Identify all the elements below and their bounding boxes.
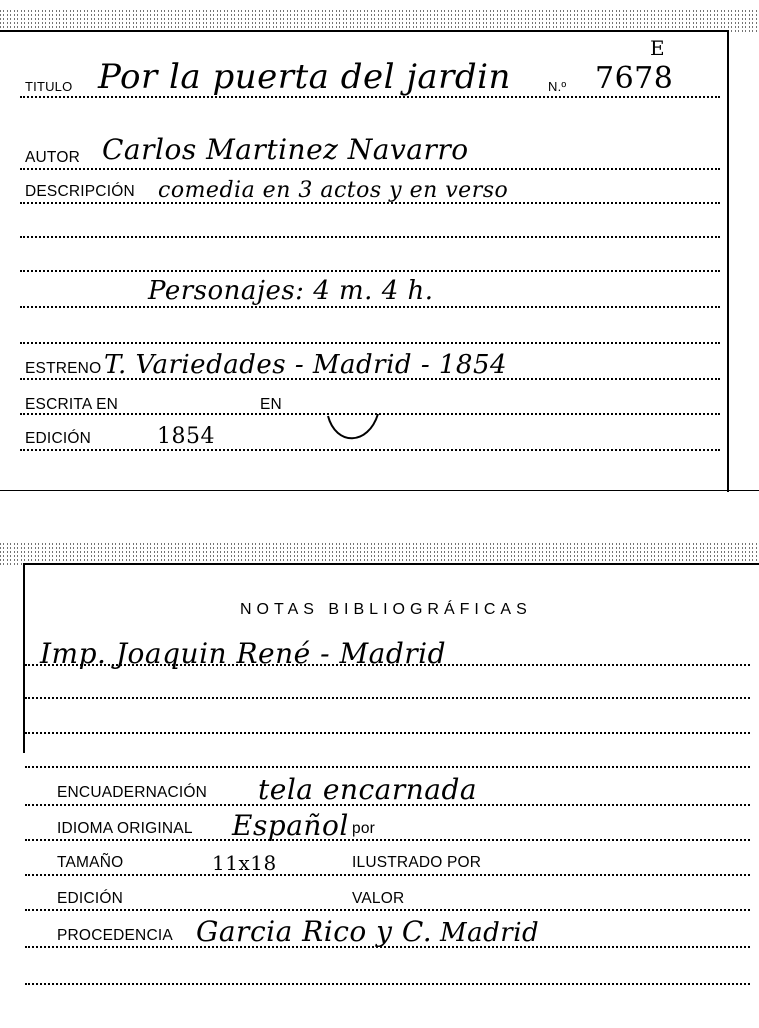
dotted-line	[25, 839, 750, 841]
dotted-line	[25, 804, 750, 806]
encuadernacion-label: ENCUADERNACIÓN	[57, 784, 208, 801]
idioma-value: Español	[232, 809, 349, 842]
tamano-value: 11x18	[212, 851, 277, 875]
punch-notch-icon	[320, 404, 390, 446]
dotted-line	[20, 202, 720, 204]
ilustrado-label: ILUSTRADO POR	[352, 854, 482, 871]
estreno-label: ESTRENO	[25, 360, 102, 377]
dotted-line	[20, 96, 720, 98]
dotted-line	[25, 946, 750, 948]
autor-value: Carlos Martinez Navarro	[102, 133, 469, 166]
edicion-label: EDICIÓN	[25, 430, 91, 447]
estreno-value: T. Variedades - Madrid - 1854	[104, 350, 508, 380]
titulo-label: TITULO	[25, 79, 73, 94]
numero-value: 7678	[595, 61, 674, 96]
idioma-label: IDIOMA ORIGINAL	[57, 820, 193, 837]
dotted-line	[20, 449, 720, 451]
dotted-line	[20, 270, 720, 272]
dotted-line	[20, 342, 720, 344]
dotted-line	[25, 909, 750, 911]
dotted-line	[25, 874, 750, 876]
card-top-border	[0, 30, 728, 32]
card-bottom-edge	[0, 490, 759, 491]
procedencia-value: Garcia Rico y C.	[196, 915, 433, 948]
card-right-border	[727, 30, 729, 492]
escrita-label: ESCRITA EN	[25, 396, 119, 413]
numero-suffix: E	[650, 36, 666, 60]
dotted-line	[20, 306, 720, 308]
card2-left-border	[23, 563, 25, 753]
encuadernacion-value: tela encarnada	[258, 773, 478, 806]
dotted-line	[20, 378, 720, 380]
autor-label: AUTOR	[25, 149, 80, 166]
dotted-line	[25, 732, 750, 734]
titulo-value: Por la puerta del jardin	[98, 57, 511, 97]
dotted-line	[20, 236, 720, 238]
card2-top-border	[24, 563, 759, 565]
numero-label: N.º	[548, 79, 567, 94]
personajes-value: Personajes: 4 m. 4 h.	[148, 276, 434, 306]
tamano-label: TAMAÑO	[57, 854, 124, 871]
edicion2-label: EDICIÓN	[57, 890, 123, 907]
dotted-line	[25, 664, 750, 666]
notas-heading: NOTAS BIBLIOGRÁFICAS	[240, 601, 532, 618]
edicion-value: 1854	[157, 424, 215, 449]
dotted-line	[20, 168, 720, 170]
nota-value: Imp. Joaquin René - Madrid	[40, 637, 447, 670]
dotted-line	[25, 983, 750, 985]
por-label: por	[352, 820, 376, 837]
dotted-line	[25, 766, 750, 768]
dotted-line	[25, 697, 750, 699]
en-label: EN	[260, 396, 282, 413]
valor-label: VALOR	[352, 890, 405, 907]
procedencia-city: Madrid	[440, 918, 540, 948]
descripcion-label: DESCRIPCIÓN	[25, 183, 135, 200]
descripcion-value: comedia en 3 actos y en verso	[158, 178, 509, 203]
procedencia-label: PROCEDENCIA	[57, 927, 173, 944]
